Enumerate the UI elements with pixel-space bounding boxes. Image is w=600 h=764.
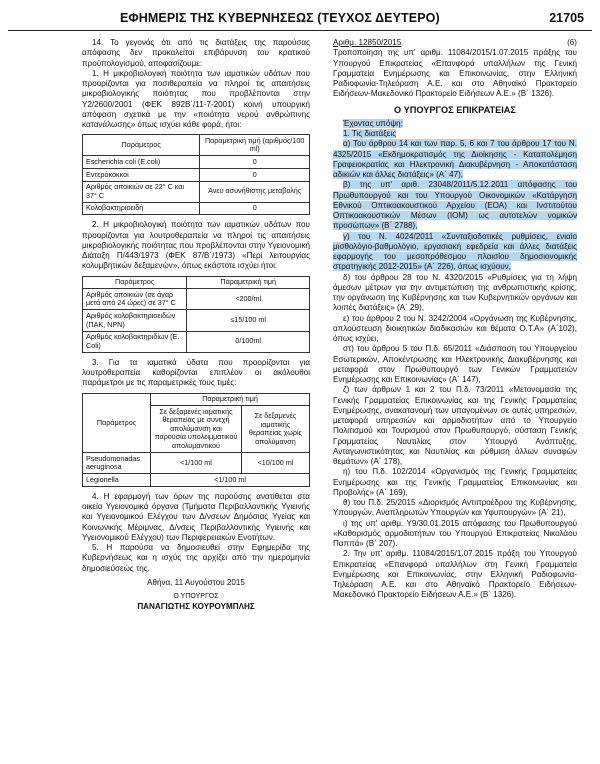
table-cell: Αριθμός κολοβακτηριοειδών (ΠΑΚ, NPN) [83, 310, 187, 331]
signer-role: Ο ΥΠΟΥΡΓΟΣ [173, 593, 219, 601]
table-cell: Εντερόκοκκοι [83, 169, 200, 182]
provision-th: θ) του Π.δ. 25/2015 «Διορισμός Αντιπροέδρου της Κυβέρνησης, Υπουργών, Αναπληρωτών Υπουργών και Υφυπουργών» (Α΄ 21), [333, 498, 577, 518]
table-row [83, 310, 310, 331]
decision-subject: Τροποποίηση της υπ' αριθμ. 11084/2015/1.07.2015 πράξης του Υπουργού Επικρατείας «Επανφορά υπαλλήλων της Γενική Γραμματεία Ενημέρωσης και Επικοινωνίας, στην Ελληνική Ραδιοφωνία-Τηλεόραση Α.Ε. και στο Αθηναϊκό Πρακτορείο Ειδήσεων-Μακεδονικό Πρακτορείο Ειδήσεων Α.Ε.» (Β΄ 1326). [333, 48, 577, 99]
table-header-row [83, 276, 310, 289]
table-cell: Legionella [83, 474, 151, 487]
table-row [83, 202, 310, 215]
table-cell: Αριθμός αποικιών σε 22° C και 37° C [83, 181, 200, 202]
table-extra-parameters [82, 393, 310, 487]
table-cell: Κολοβακτηριοειδή [83, 202, 200, 215]
table-row [83, 169, 310, 182]
provision-a: α) Του άρθρου 14 και των παρ. 5, 6 και 7 του άρθρου 17 του Ν. 4325/2015 «Εκδημοκρατισμός της Διοίκησης - Καταπολέμηση Γραφειοκρατίας και Ηλεκτρονική Διακυβέρνηση - Αποκατάσταση αδικιών και άλλες διατάξεις» (Α΄ 47), [333, 139, 577, 179]
table-row [83, 181, 310, 202]
decision-index: (6) [567, 38, 577, 47]
provision-d: δ) του άρθρου 28 του Ν. 4320/2015 «Ρυθμίσεις για τη λήψη άμεσων μέτρων για την αντιμετώπιση της ανθρωπιστικής κρίσης, την οργάνωση της Κυβέρνησης και των Κυβερνητικών οργάνων και λοιπές διατάξεις» (Α΄ 29), [333, 272, 577, 313]
provision-b: β) της υπ' αριθ. 23048/2011/5.12.2011 απόφασης του Πρωθυπουργού και του Υπουργού Οικονομικών «Κατάργηση Εθνικού Οπτικοακουστικού Αρχείου (ΕΟΑ) και Ινστιτούτου Οπτικοακουστικών Μέσων (ΙΟΜ) ως αυτοτελών νομικών προσώπων» (Β΄ 2788), [333, 180, 577, 231]
decision-reference [333, 38, 577, 48]
gazette-title: ΕΦΗΜΕΡΙΣ ΤΗΣ ΚΥΒΕΡΝΗΣΕΩΣ (ΤΕΥΧΟΣ ΔΕΥΤΕΡΟ) [120, 11, 440, 25]
page-header [0, 0, 600, 34]
table-bath-quality [82, 276, 310, 353]
provision-h: η) του Π.δ. 102/2014 «Οργανισμός της Γενικής Γραμματείας Ενημέρωσης και της Γενικής Γραμματείας Επικοινωνίας και Προβολής» (Α΄ 169), [333, 467, 577, 497]
table-cell: Αριθμός αποικιών (σε άγαρ μετά από 24 ώρες) σε 37° C [83, 289, 187, 310]
table-header-cell: Παράμετρος [83, 135, 200, 156]
table-header-cell: Παραμετρική τιμή [151, 393, 310, 406]
decision-number: Αριθμ. 12850/2015 [333, 38, 402, 47]
table-cell: Pseudomonadas aeruginosa [83, 453, 151, 474]
paragraph-4: 4. Η εφαρμογή των όρων της παρούσης ανατίθεται στα οικεία Υγειονομικά όργανα (Τμήματα Περιβαλλοντικής Υγιεινής και Υγειονομικού Ελέγχου των Δ/νσεων Δημόσιας Υγείας και Κοινωνικής Μέριμνας, Δ/νσεις Περιβαλλοντικής Υγιεινής και Υγειονομικού Ελέγχου) των Περιφερειακών Ενοτήτων. [82, 491, 310, 542]
table-row [83, 453, 310, 474]
having-in-mind: Έχοντας υπόψη: [343, 118, 403, 128]
table-cell: 0 [200, 156, 310, 169]
provision-st: στ) του άρθρου 5 του Π.δ. 65/2011 «Διάσπαση του Υπουργείου Εσωτερικών, Αποκέντρωσης και Ηλεκτρονικής Διακυβέρνησης και μεταφορά στον Πρωθυπουργό των Γενικών Γραμματειών Ενημέρωσης και Επικοινωνίας» (Α΄ 147), [333, 344, 577, 384]
table-cell: 0 [200, 169, 310, 182]
table-cell: <1/100 ml [151, 453, 242, 474]
table-header-cell: Παράμετρος [83, 393, 151, 453]
table-row [83, 289, 310, 310]
table-cell: 0/100ml [187, 331, 310, 352]
paragraph-14: 14. Το γεγονός ότι από τις διατάξεις της παρούσας απόφασης δεν προκαλείται επιβάρυνση του κρατικού προϋπολογισμού, αποφασίζουμε: [82, 38, 310, 68]
table-header-cell: Σε δεξαμενές ιαματικής θεραπείας με συνεχή απολύμανση και παρουσία υπολειμματικού απολυμαντικού [151, 406, 242, 453]
right-column [333, 38, 577, 601]
table-header-cell: Παράμετρος [83, 276, 187, 289]
paragraph-1: 1. Η μικροβιολογική ποιότητα των ιαματικών υδάτων που προορίζονται για ποσιθεραπεία να πληροί τις απαιτήσεις μικροβιολογικής ποιότητας που προβλέπονται στην Υ2/2600/2001 (ΦΕΚ 892Β΄/11-7-2001) κοινή υπουργική απόφαση σχετικά με την «ποιότητα νερού ανθρώπινης κατανάλωσης» όπως ισχύει κάθε φορά, ήτοι: [82, 68, 310, 129]
table-cell: ≤15/100 ml [187, 310, 310, 331]
paragraph-5: 5. Η παρούσα να δημοσιευθεί στην Εφημερίδα της Κυβερνήσεως και η ισχύς της αρχίζει από την ημερομηνία δημοσιεύσεώς της. [82, 543, 310, 573]
header-rule [8, 30, 592, 31]
table-cell: <1/100 ml [151, 474, 310, 487]
table-cell: Escherichia coli (E.coli) [83, 156, 200, 169]
provision-c: γ) του Ν. 4024/2011 «Συνταξιοδοτικές ρυθμίσεις, ενιαίο μισθολόγιο-βαθμολόγιο, εργασιακή εφεδρεία και άλλες διατάξεις εφαρμογής του μεσοπρόθεσμου πλαισίου δημοσιονομικής στρατηγικής 2012-2015» (Α΄ 226), όπως ισχύουν, [333, 231, 577, 272]
table-header-row [83, 393, 310, 406]
table-potable-quality [82, 134, 310, 215]
provision-z: ζ) των άρθρων 1 και 2 του Π.δ. 73/2011 «Μετονομασία της Γενικής Γραμματείας Επικοινωνίας και της Γενικής Γραμματείας Ενημέρωσης, ανακατανομή των υπαγομένων σε αυτές υπηρεσιών, μεταφορά υπηρεσιών και αρμοδιοτήτων από το Υπουργείο Πολιτισμού και Τουρισμού στον Πρωθυπουργό, σύσταση Γενικής Γραμματείας Ναυτιλίας στον Υπουργό Ανάπτυξης, Ανταγωνιστικότητας και Ναυτιλίας και ρύθμιση άλλων συναφών θεμάτων» (Α΄ 178), [333, 385, 577, 466]
table-cell: <10/100 ml [241, 453, 309, 474]
table-cell: Άνευ ασυνήθιστης μεταβολής [200, 181, 310, 202]
table-row [83, 156, 310, 169]
table-cell: <200/ml [187, 289, 310, 310]
table-cell: 0 [200, 202, 310, 215]
left-column [82, 38, 310, 613]
table-header-cell: Παραμετρική τιμή (αριθμός/100 ml) [200, 135, 310, 156]
provision-2: 2. Την υπ' αριθμ. 11084/2015/1.07.2015 πράξη του Υπουργού Επικρατείας «Επανφορά υπαλλήλων στη Γενική Γραμματεία Ενημέρωσης και Επικοινωνίας, στην Ελληνική Ραδιοφωνία-Τηλεόραση Α.Ε. και στο Αθηναϊκό Πρακτορείο Ειδήσεων-Μακεδονικό Πρακτορείο Ειδήσεων Α.Ε.» (Β΄ 1326). [333, 549, 577, 600]
table-header-row [83, 135, 310, 156]
section-title: Ο ΥΠΟΥΡΓΟΣ ΕΠΙΚΡΑΤΕΙΑΣ [394, 104, 516, 115]
table-header-cell: Σε δεξαμενές ιαματικής θεραπείας χωρίς απολύμανση [241, 406, 309, 453]
table-row [83, 331, 310, 352]
provision-e: ε) του άρθρου 2 του Ν. 3242/2004 «Οργάνωση της Κυβέρνησης, απλούστευση διοικητικών διαδικασιών και θέματα Ο.Τ.Α» (Α΄102), όπως ισχύει, [333, 313, 577, 343]
table-header-cell: Παραμετρική τιμή [187, 276, 310, 289]
page-number: 21705 [549, 11, 584, 25]
provision-i: ι) της υπ' αριθμ. Υ9/30.01.2015 απόφασης του Πρωθυπουργού «Καθορισμός αρμοδιοτήτων του Υπουργού Επικρατείας Νικολάου Παππά» (Β΄ 207). [333, 518, 577, 548]
table-cell: Αριθμός κολοβακτηριδίων (E. Coli) [83, 331, 187, 352]
provisions-heading: 1. Τις διατάξεις [343, 129, 397, 138]
paragraph-3: 3. Για τα ιαματικά ύδατα που προορίζονται για λουτροθεραπεία καθορίζονται επιπλέον οι ακόλουθοι παράμετροι με τις παραμετρικές τους τιμές: [82, 357, 310, 388]
paragraph-2: 2. Η μικροβιολογική ποιότητα των ιαματικών υδάτων που προορίζονται για λουτροθεραπεία να πληροί τις απαιτήσεις μικροβιολογικής ποιότητας που προβλέπονται στην Υγειονομική Διάταξη Π/443/1973 (ΦΕΚ 87/Β΄/1973) «Περί λειτουργίας κολυμβητικών δεξαμενών», όπως εκάστοτε ισχύει ήτοι: [82, 220, 310, 271]
table-row [83, 474, 310, 487]
signer-name: ΠΑΝΑΓΙΩΤΗΣ ΚΟΥΡΟΥΜΠΛΗΣ [137, 602, 255, 612]
signing-date: Αθήνα, 11 Αυγούστου 2015 [147, 577, 245, 587]
